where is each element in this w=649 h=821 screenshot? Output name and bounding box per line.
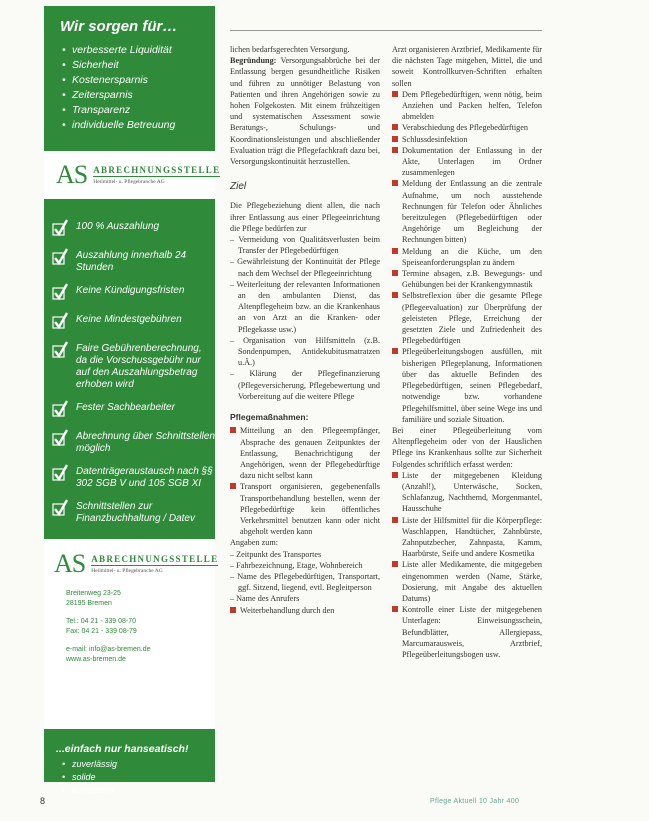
checkmark-icon <box>52 343 70 361</box>
feature-label: Keine Kündigungsfristen <box>76 285 185 296</box>
paragraph-text: Versorgungsabbrüche bei der Entlassung bergen gesundheitliche Risiken und führen zu unnötiger Belastung von Patienten und ihren Angehörigen sowie zu hohen Folgekosten. Mit einem frühzeitigen und systematischen Assessment sowie Beratungs-, Schulungs- und Koordinationsleistungen und abschließender Evaluation trägt die Pflegefachkraft dazu bei, Versorgungskontinuität herzustellen. <box>230 56 380 167</box>
square-bullet-icon <box>392 292 398 298</box>
feature-item <box>52 466 215 490</box>
feature-item <box>52 431 215 455</box>
square-bullet-icon <box>392 124 398 130</box>
ad-benefit: • individuelle Betreuung <box>72 118 215 133</box>
square-bullet-icon <box>392 180 398 186</box>
address-street: Breitenweg 23-25 <box>66 590 121 597</box>
ad-benefit-list <box>44 35 215 133</box>
logo-name: ABRECHNUNGSSTELLE <box>91 554 219 564</box>
feature-item <box>52 402 215 420</box>
address-city: 28195 Bremen <box>66 600 112 607</box>
ad-benefit: • Sicherheit <box>72 58 215 73</box>
list-item: Mitteilung an den Pflegeempfänger, Absprache des genauen Zeitpunktes der Entlassung, Benachrichtigung der Angehörigen, wenn der Pflegebedürftige dazu nicht selbst kann <box>230 425 380 481</box>
checkmark-icon <box>52 314 70 332</box>
square-bullet-icon <box>392 348 398 354</box>
list-item: Liste aller Medikamente, die mitgegeben eingenommen werden (Name, Stärke, Dosierung, mit Angabe des aktuellen Datums) <box>392 559 542 604</box>
checkmark-icon <box>52 431 70 449</box>
list-item: Meldung an die Küche, um den Speiseanforderungsplan zu ändern <box>392 246 542 268</box>
logo-initials: AS <box>56 160 88 189</box>
list-item: Pflegeüberleitungsbogen ausfüllen, mit bisherigen Pflegeplanung, Informationen über das aktuelle Befinden des Pflegebedürftigen, seinen Pflegebedarf, notwendige bzw. vorhandene Pflegehilfsmittel, über seine Wege ins und familiäre und soziale Situation. <box>392 346 542 424</box>
slogan-item: • kompetent <box>72 784 215 797</box>
magazine-footer: Pflege Aktuell 10 Jahr 400 <box>430 798 520 805</box>
phone-number: Tel.: 04 21 - 339 08-70 <box>66 618 137 625</box>
list-item: Meldung der Entlassung an die zentrale Aufnahme, um noch ausstehende Rechnungen für Telefon oder Ähnliches bereitzulegen (Pflegebedürftigen oder Angehörige um Begleichung der Rechnungen bitten) <box>392 178 542 245</box>
square-bullet-icon <box>392 91 398 97</box>
list-item: Schlussdesinfektion <box>392 134 542 145</box>
list-item: Selbstreflexion über die gesamte Pflege (Pflegeevaluation) zur Überprüfung der geleisteten Pflege, Erreichung der gesetzten Ziele und Zufriedenheit des Pflegebedürftigen <box>392 290 542 346</box>
feature-label: 100 % Auszahlung <box>76 221 160 232</box>
checkmark-icon <box>52 402 70 420</box>
list-item: Verabschiedung des Pflegebedürftigen <box>392 122 542 133</box>
square-bullet-icon <box>392 472 398 478</box>
checkmark-icon <box>52 285 70 303</box>
fax-number: Fax: 04 21 - 339 08-79 <box>66 628 137 635</box>
square-bullet-icon <box>230 427 236 433</box>
feature-item <box>52 285 215 303</box>
logo-subtitle: Heilmittel- u. Pflegebranche AG <box>93 179 165 185</box>
logo-name: ABRECHNUNGSSTELLE <box>93 165 221 175</box>
square-bullet-icon <box>392 248 398 254</box>
list-item: Dokumentation der Entlassung in der Akte, Unterlagen im Ordner zusammenlegen <box>392 145 542 179</box>
square-bullet-icon <box>392 147 398 153</box>
ad-benefit: • Transparenz <box>72 103 215 118</box>
company-contact-box <box>44 539 219 729</box>
square-bullet-icon <box>392 561 398 567</box>
label: Begründung: <box>230 56 277 66</box>
feature-item <box>52 501 215 525</box>
paragraph: lichen bedarfsgerechten Versorgung. <box>230 45 350 54</box>
contact-address <box>54 589 215 665</box>
feature-label: Keine Mindestgebühren <box>76 314 182 325</box>
square-bullet-icon <box>392 136 398 142</box>
feature-item <box>52 221 215 239</box>
paragraph: Die Pflegebeziehung dient allen, die nach ihrer Entlassung aus einer Pflegeeinrichtung die Pflege bedürfen zur <box>230 201 380 233</box>
email-link[interactable]: e-mail: info@as-bremen.de <box>66 646 151 653</box>
feature-label: Datenträgeraustausch nach §§ 302 SGB V und 105 SGB XI <box>76 466 213 489</box>
list-item: – Vermeidung von Qualitätsverlusten beim Transfer der Pflegebedürftigen <box>230 235 380 256</box>
ad-benefit: • Kostenersparnis <box>72 73 215 88</box>
list-item: Weiterbehandlung durch den <box>230 605 380 616</box>
list-item: Kontrolle einer Liste der mitgegebenen Unterlagen: Einweisungsschein, Befundblätter, Allergiepass, Marcumarausweis, Arztbrief, Pflegeüberleitungsbogen usw. <box>392 604 542 660</box>
page-number: 8 <box>40 796 46 806</box>
feature-label: Auszahlung innerhalb 24 Stunden <box>76 250 187 273</box>
paragraph: Angaben zum: <box>230 538 278 548</box>
ad-slogan: ...einfach nur hanseatisch! <box>56 743 189 755</box>
feature-label: Fester Sachbearbeiter <box>76 402 175 413</box>
article-column-right <box>392 44 542 660</box>
list-item: Termine absagen, z.B. Bewegungs- und Gehübungen bei der Krankengymnastik <box>392 268 542 290</box>
square-bullet-icon <box>392 606 398 612</box>
feature-item <box>52 250 215 274</box>
header-rule <box>230 30 542 31</box>
slogan-item: • solide <box>72 771 215 784</box>
checkmark-icon <box>52 250 70 268</box>
ad-benefit: • Zeitersparnis <box>72 88 215 103</box>
list-item: – Fahrbezeichnung, Etage, Wohnbereich <box>230 560 363 570</box>
list-item: – Zeitpunkt des Transportes <box>230 549 322 559</box>
paragraph: Bei einer Pflegeüberleitung vom Altenpflegeheim oder von der Hauslichen Pflege ins Krankenhaus sollte zur Sicherheit Folgendes schriftlich erfasst werden: <box>392 425 542 469</box>
square-bullet-icon <box>392 270 398 276</box>
list-item: Liste der Hilfsmittel für die Körperpflege: Waschlappen, Handtücher, Zahnbürste, Zahnputzbecher, Zahnpasta, Kamm, Haarbürste, Seife und andere Kosmetika <box>392 515 542 560</box>
logo-subtitle: Heilmittel- u. Pflegebranche AG <box>91 568 163 574</box>
paragraph: Arzt organisieren Arztbrief, Medikamente für die nächsten Tage mitgeben, Mittel, die und soweit Kontrollkurven-Schriften erhalten sollen <box>392 45 542 88</box>
feature-item <box>52 314 215 332</box>
ad-title: Wir sorgen für… <box>60 18 178 35</box>
section-heading: Ziel <box>230 181 247 193</box>
article-column-middle <box>230 44 380 616</box>
list-item: – Name des Pflegebedürftigen, Transportart, ggf. Sitzend, liegend, evtl. Begleitperson <box>230 571 380 593</box>
paragraph <box>230 55 380 167</box>
square-bullet-icon <box>230 607 236 613</box>
ad-benefit: • verbesserte Liquidität <box>72 43 215 58</box>
list-item: – Klärung der Pflegefinanzierung (Pflegeversicherung, Pflegebewertung und Vorbereitung auf die weitere Pflege <box>230 369 381 401</box>
square-bullet-icon <box>392 517 398 523</box>
feature-label: Faire Gebührenberechnung, da die Vorschussgebühr nur auf den Auszahlungsbetrag erhoben wird <box>76 343 202 390</box>
list-item: – Gewährleistung der Kontinuität der Pflege nach dem Wechsel der Pflegeeinrichtung <box>230 257 381 278</box>
company-logo <box>44 151 221 199</box>
advertisement-column <box>44 6 221 795</box>
slogan-item: • zuverlässig <box>72 758 215 771</box>
feature-item <box>52 343 215 391</box>
list-item: – Name des Anrufers <box>230 594 300 604</box>
square-bullet-icon <box>230 483 236 489</box>
slogan-list <box>44 755 215 797</box>
checkmark-icon <box>52 221 70 239</box>
checkmark-icon <box>52 466 70 484</box>
list-item: – Organisation von Hilfsmitteln (z.B. Sondenpumpen, Antidekubitusmatratzen u.Ä.) <box>230 335 380 368</box>
list-item: Transport organisieren, gegebenenfalls Transportbehandlung bestellen, wenn der Pflegebedürftige kein öffentliches Verkehrsmittel benutzen kann oder nicht abgeholt werden kann <box>230 481 380 537</box>
list-item: Dem Pflegebedürftigen, wenn nötig, beim Anziehen und Packen helfen, Telefon abmelden <box>392 89 542 123</box>
logo-initials: AS <box>54 549 86 578</box>
checkmark-icon <box>52 501 70 519</box>
feature-label: Schnittstellen zur Finanzbuchhaltung / Datev <box>76 501 195 524</box>
feature-checklist <box>44 199 215 525</box>
website-link[interactable]: www.as-bremen.de <box>66 656 126 663</box>
list-item: Liste der mitgegebenen Kleidung (Anzahl!), Unterwäsche, Socken, Schlafanzug, Nachthemd, Morgenmantel, Hausschuhe <box>392 470 542 515</box>
feature-label: Abrechnung über Schnittstellen möglich <box>76 431 215 454</box>
section-subheading: Pflegemaßnahmen: <box>230 412 309 423</box>
list-item: – Weiterleitung der relevanten Informationen an den ambulanten Dienst, das Altenpflegeheim bzw. an die Krankenhaus an von Arzt an die Kranken- oder Pflegekasse usw.) <box>230 279 380 334</box>
